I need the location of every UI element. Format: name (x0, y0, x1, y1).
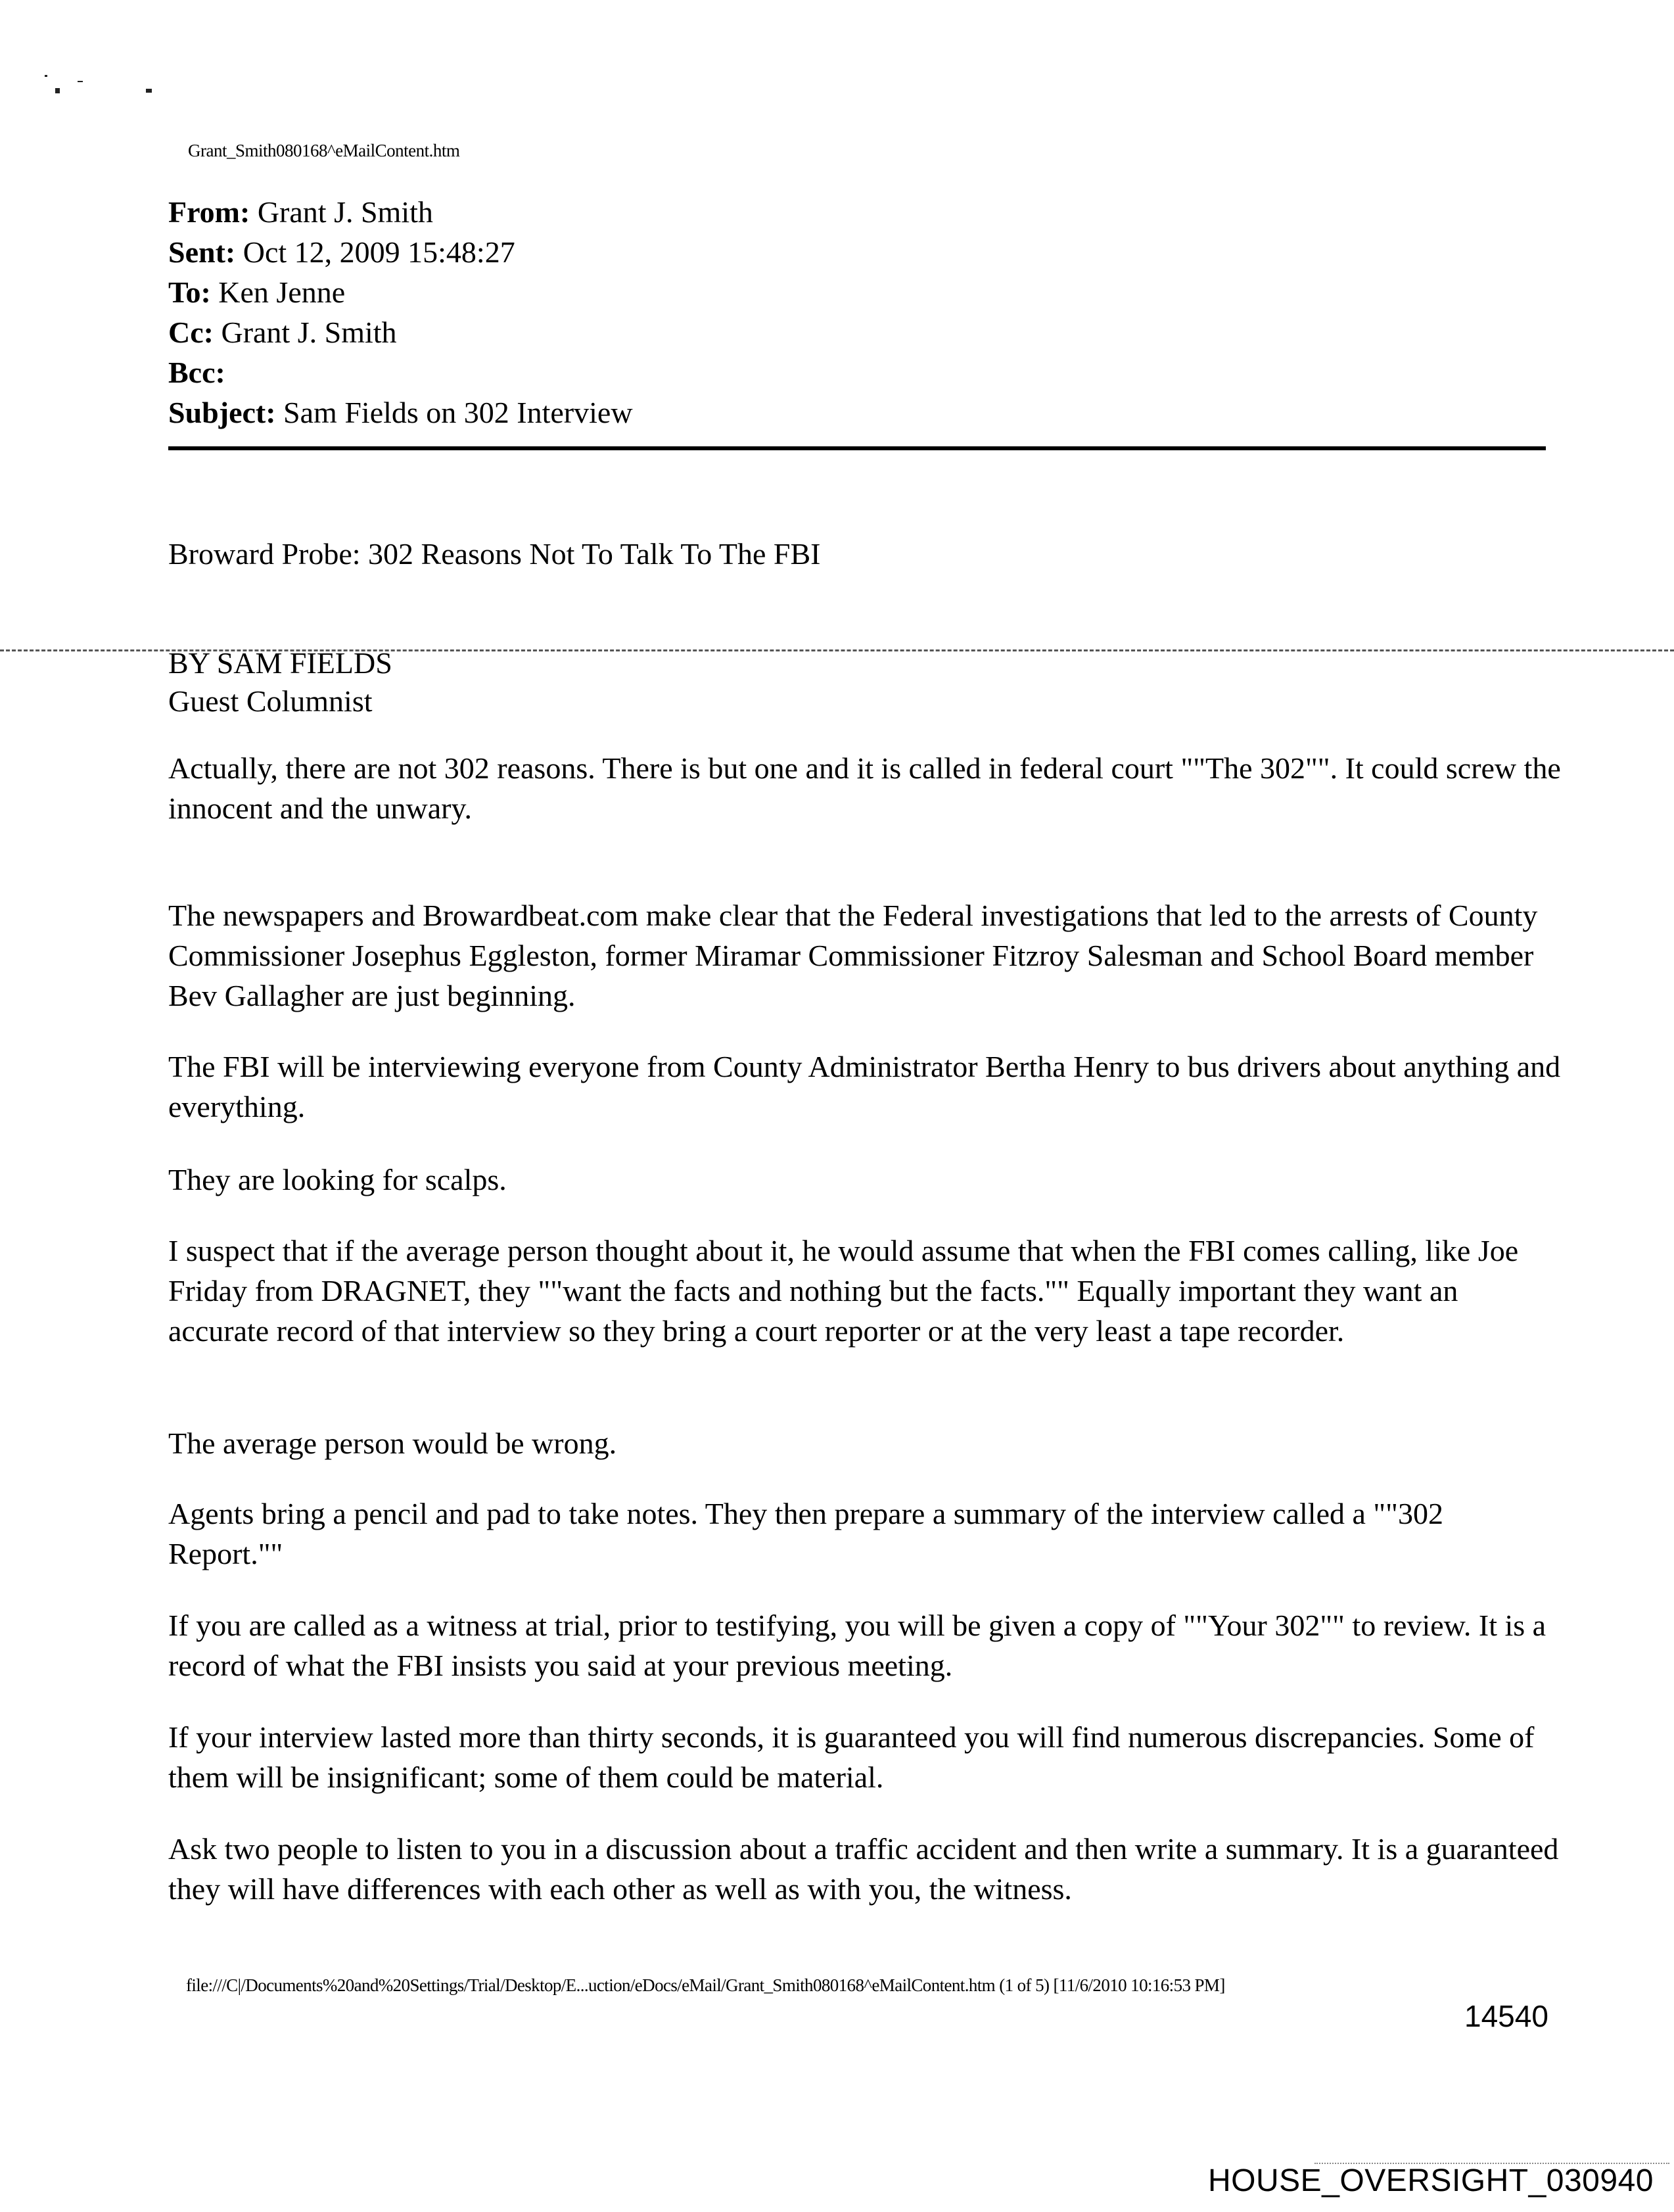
from-value: Grant J. Smith (257, 195, 433, 229)
article-title: Broward Probe: 302 Reasons Not To Talk To The FBI (168, 537, 821, 571)
subject-value: Sam Fields on 302 Interview (283, 396, 633, 429)
paragraph: The average person would be wrong. (168, 1426, 617, 1460)
file-header: Grant_Smith080168^eMailContent.htm (188, 141, 460, 160)
bcc-row (168, 352, 633, 392)
paragraph: If you are called as a witness at trial, prior to testifying, you will be given a copy of ""Your 302"" to review. It is a record of what the FBI insists you said at your previous meeting. (168, 1609, 1546, 1682)
paragraph: They are looking for scalps. (168, 1163, 507, 1196)
page-number: 14540 (1464, 1999, 1548, 2033)
cc-row (168, 312, 633, 352)
byline-role: Guest Columnist (168, 684, 373, 718)
paragraph: If your interview lasted more than thirty seconds, it is guaranteed you will find numerous discrepancies. Some of them will be insignificant; some of them could be material. (168, 1720, 1535, 1794)
subject-row (168, 392, 633, 433)
byline-block (168, 644, 392, 720)
to-value: Ken Jenne (218, 275, 346, 309)
bates-number: HOUSE_OVERSIGHT_030940 (1208, 2163, 1654, 2198)
paragraph: Agents bring a pencil and pad to take notes. They then prepare a summary of the interview called a ""302 Report."" (168, 1497, 1443, 1570)
paragraph: I suspect that if the average person thought about it, he would assume that when the FBI comes calling, like Joe Friday from DRAGNET, they ""want the facts and nothing but the facts."" Equally important they want an accurate record of that interview so they bring a court reporter or at the very least a tape recorder. (168, 1234, 1519, 1348)
cc-value: Grant J. Smith (221, 316, 397, 349)
footer-file-path: file:///C|/Documents%20and%20Settings/Trial/Desktop/E...uction/eDocs/eMail/Grant_Smith080168^eMailContent.htm (1 of 5) [11/6/2010 10:16:53 PM] (186, 1975, 1225, 1995)
scan-speck (45, 75, 47, 77)
sent-value: Oct 12, 2009 15:48:27 (243, 235, 515, 269)
scan-speck (78, 81, 83, 82)
scan-speck (55, 88, 60, 93)
paragraph: The FBI will be interviewing everyone from County Administrator Bertha Henry to bus drivers about anything and everything. (168, 1050, 1561, 1123)
from-row (168, 192, 633, 232)
sent-row (168, 232, 633, 272)
paragraph: Ask two people to listen to you in a discussion about a traffic accident and then write a summary. It is a guaranteed they will have differences with each other as well as with you, the witness. (168, 1832, 1559, 1906)
to-row (168, 272, 633, 312)
byline: BY SAM FIELDS (168, 646, 392, 680)
sent-label: Sent: (168, 235, 236, 269)
bcc-label: Bcc: (168, 356, 225, 389)
header-divider (168, 446, 1546, 450)
paragraph: The newspapers and Browardbeat.com make clear that the Federal investigations that led to the arrests of County Commissioner Josephus Eggleston, former Miramar Commissioner Fitzroy Salesman and School Board member Bev Gallagher are just beginning. (168, 899, 1538, 1012)
to-label: To: (168, 275, 211, 309)
subject-label: Subject: (168, 396, 276, 429)
from-label: From: (168, 195, 250, 229)
paragraph: Actually, there are not 302 reasons. There is but one and it is called in federal court ""The 302"". It could screw the innocent and the unwary. (168, 751, 1561, 825)
cc-label: Cc: (168, 316, 214, 349)
email-header-block (168, 192, 633, 433)
scan-speck (146, 89, 152, 93)
